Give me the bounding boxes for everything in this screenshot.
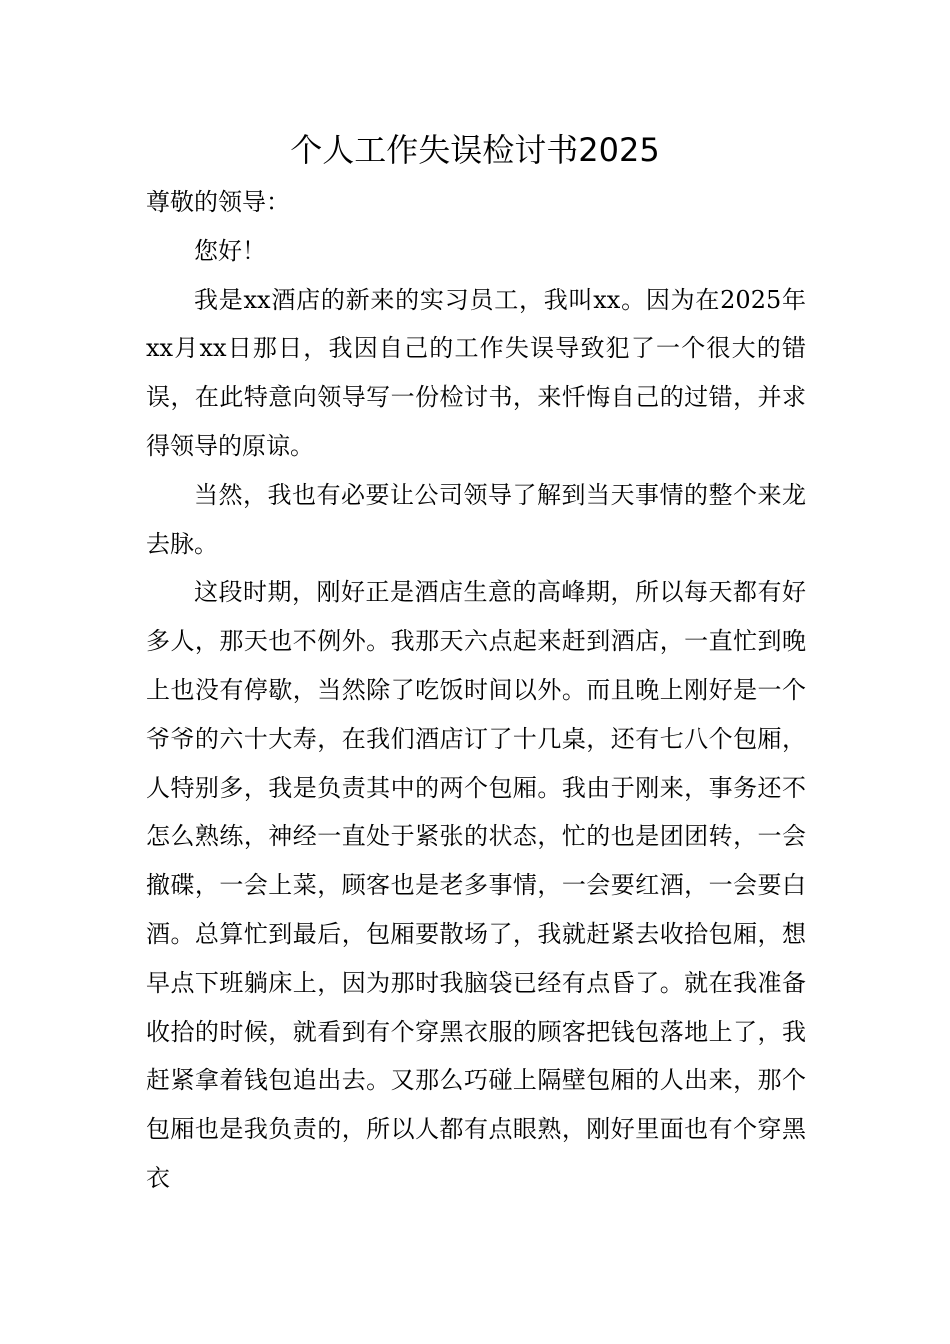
paragraph-greeting: 您好！ (194, 236, 266, 265)
document-title: 个人工作失误检讨书2025 (290, 131, 660, 169)
paragraph-context: 当然，我也有必要让公司领导了解到当天事情的整个来龙去脉。 (146, 480, 806, 558)
paragraph-account: 这段时期，刚好正是酒店生意的高峰期，所以每天都有好多人，那天也不例外。我那天六点起来赶到酒店，一直忙到晚上也没有停歇，当然除了吃饭时间以外。而且晚上刚好是一个爷爷的六十大寿，在我们酒店订了十几桌，还有七八个包厢，人特别多，我是负责其中的两个包厢。我由于刚来，事务还不怎么熟练，神经一直处于紧张的状态，忙的也是团团转，一会撤碟，一会上菜，顾客也是老多事情，一会要红酒，一会要白酒。总算忙到最后，包厢要散场了，我就赶紧去收拾包厢，想早点下班躺床上，因为那时我脑袋已经有点昏了。就在我准备收拾的时候，就看到有个穿黑衣服的顾客把钱包落地上了，我赶紧拿着钱包追出去。又那么巧碰上隔壁包厢的人出来，那个包厢也是我负责的，所以人都有点眼熟，刚好里面也有个穿黑衣 (146, 578, 806, 1192)
paragraph-introduction: 我是xx酒店的新来的实习员工，我叫xx。因为在2025年xx月xx日那日，我因自己的工作失误导致犯了一个很大的错误，在此特意向领导写一份检讨书，来忏悔自己的过错，并求得领导的原谅。 (146, 285, 806, 460)
salutation: 尊敬的领导： (146, 188, 290, 216)
document-body (146, 178, 806, 1203)
